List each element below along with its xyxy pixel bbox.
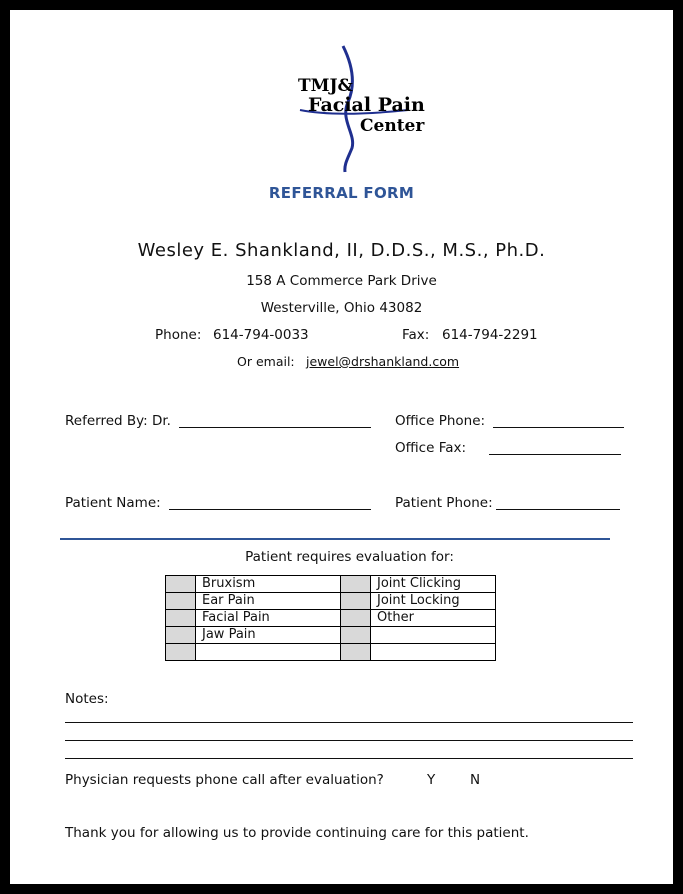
patient-phone-label: Patient Phone: — [395, 495, 493, 511]
evaluation-heading: Patient requires evaluation for: — [245, 549, 454, 565]
callback-no-option[interactable]: N — [470, 772, 481, 788]
referral-form-page — [10, 10, 673, 884]
table-cell — [371, 644, 496, 661]
blank-checkbox[interactable] — [166, 644, 196, 661]
fax-number: 614-794-2291 — [442, 327, 538, 343]
table-row — [166, 576, 496, 593]
notes-label: Notes: — [65, 691, 109, 707]
logo-line-2: Facial Pain — [308, 94, 425, 116]
joint-clicking-checkbox[interactable] — [341, 576, 371, 593]
notes-line[interactable] — [65, 758, 633, 759]
table-row — [166, 593, 496, 610]
joint-locking-checkbox[interactable] — [341, 593, 371, 610]
evaluation-table — [165, 575, 496, 661]
patient-name-label: Patient Name: — [65, 495, 161, 511]
ear-pain-checkbox[interactable] — [166, 593, 196, 610]
table-cell: Ear Pain — [196, 593, 341, 610]
logo-line-3: Center — [360, 116, 425, 136]
table-cell — [371, 627, 496, 644]
patient-phone-field[interactable] — [496, 509, 620, 510]
table-cell: Jaw Pain — [196, 627, 341, 644]
referred-by-field[interactable] — [179, 427, 371, 428]
address-line-1: 158 A Commerce Park Drive — [246, 273, 437, 289]
email-link[interactable]: jewel@drshankland.com — [306, 354, 460, 369]
email-label: Or email: — [237, 354, 295, 369]
doctor-name: Wesley E. Shankland, II, D.D.S., M.S., Ph.D. — [137, 240, 546, 261]
notes-line[interactable] — [65, 722, 633, 723]
table-row — [166, 644, 496, 661]
blank-checkbox[interactable] — [341, 644, 371, 661]
address-line-2: Westerville, Ohio 43082 — [260, 300, 423, 316]
phone-label: Phone: — [155, 327, 202, 343]
logo-line-1: TMJ& — [298, 76, 353, 96]
table-cell: Bruxism — [196, 576, 341, 593]
phone-number: 614-794-0033 — [213, 327, 309, 343]
table-row — [166, 610, 496, 627]
referred-by-label: Referred By: Dr. — [65, 413, 171, 429]
office-phone-label: Office Phone: — [395, 413, 486, 429]
bruxism-checkbox[interactable] — [166, 576, 196, 593]
section-divider — [60, 538, 610, 540]
patient-name-field[interactable] — [169, 509, 371, 510]
blank-checkbox[interactable] — [341, 627, 371, 644]
jaw-pain-checkbox[interactable] — [166, 627, 196, 644]
tmj-facial-pain-center-logo — [290, 44, 440, 174]
table-row — [166, 627, 496, 644]
table-cell: Facial Pain — [196, 610, 341, 627]
table-cell: Other — [371, 610, 496, 627]
office-fax-field[interactable] — [489, 454, 621, 455]
table-cell: Joint Clicking — [371, 576, 496, 593]
facial-pain-checkbox[interactable] — [166, 610, 196, 627]
callback-question: Physician requests phone call after evaluation? — [65, 772, 384, 788]
fax-label: Fax: — [402, 327, 430, 343]
form-title: REFERRAL FORM — [268, 184, 415, 202]
closing-statement: Thank you for allowing us to provide continuing care for this patient. — [65, 825, 529, 841]
callback-yes-option[interactable]: Y — [427, 772, 436, 788]
table-cell — [196, 644, 341, 661]
other-checkbox[interactable] — [341, 610, 371, 627]
table-cell: Joint Locking — [371, 593, 496, 610]
office-fax-label: Office Fax: — [395, 440, 467, 456]
office-phone-field[interactable] — [493, 427, 624, 428]
notes-line[interactable] — [65, 740, 633, 741]
